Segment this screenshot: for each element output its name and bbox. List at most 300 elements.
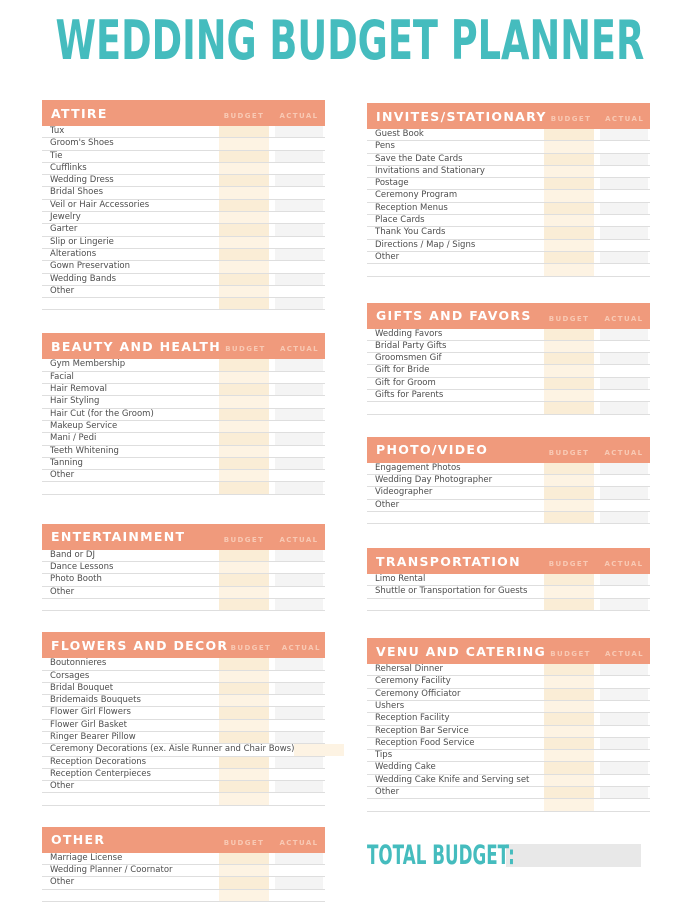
item-label — [367, 512, 544, 523]
section-rows — [42, 550, 325, 611]
section-header — [367, 548, 650, 574]
item-label: Bridemaids Bouquets — [50, 695, 141, 706]
budget-cell — [219, 151, 269, 162]
item-label: Hair Styling — [50, 396, 100, 407]
item-label: Other — [375, 251, 400, 262]
actual-column-header: ACTUAL — [279, 345, 320, 354]
item-label: Alterations — [50, 248, 97, 259]
table-row — [367, 353, 650, 365]
section-header — [42, 827, 325, 853]
table-row — [42, 458, 325, 470]
actual-cell — [600, 353, 648, 364]
actual-cell — [600, 500, 648, 511]
actual-cell — [600, 512, 648, 523]
section-header — [42, 632, 325, 658]
budget-cell — [544, 726, 594, 737]
budget-column-header: BUDGET — [223, 535, 265, 544]
item-label: Wedding Cake Knife and Serving set — [375, 774, 530, 785]
table-row — [367, 574, 650, 586]
table-row — [42, 853, 325, 865]
table-row — [367, 463, 650, 475]
budget-cell — [219, 720, 269, 731]
actual-cell — [600, 154, 648, 165]
actual-cell — [275, 769, 323, 780]
actual-cell — [600, 574, 648, 585]
item-label: Boutonnieres — [50, 658, 107, 669]
actual-cell — [275, 482, 323, 493]
budget-cell — [219, 138, 269, 149]
table-row — [367, 676, 650, 688]
actual-cell — [275, 384, 323, 395]
budget-cell — [544, 713, 594, 724]
actual-cell — [600, 166, 648, 177]
actual-column-header: ACTUAL — [279, 112, 319, 120]
actual-cell — [600, 787, 648, 798]
item-label: Gift for Groom — [375, 377, 436, 388]
item-label: Band or DJ — [50, 549, 95, 560]
actual-cell — [600, 341, 648, 352]
item-label: Wedding Planner / Coornator — [50, 865, 173, 876]
actual-cell — [275, 562, 323, 573]
budget-cell — [544, 799, 594, 810]
budget-cell — [544, 240, 594, 251]
actual-cell — [275, 599, 323, 610]
item-label: Groom's Shoes — [50, 138, 114, 149]
section-title: ATTIRE — [51, 105, 108, 121]
budget-cell — [219, 261, 269, 272]
budget-column-header: BUDGET — [548, 448, 590, 457]
budget-cell — [219, 187, 269, 198]
actual-cell — [275, 550, 323, 561]
budget-cell — [544, 365, 594, 376]
item-label: Dance Lessons — [50, 562, 114, 573]
budget-column-header: BUDGET — [223, 838, 265, 847]
budget-cell — [219, 587, 269, 598]
actual-cell — [600, 129, 648, 140]
table-row — [367, 775, 650, 787]
budget-cell — [294, 744, 344, 755]
actual-cell — [275, 458, 323, 469]
budget-cell — [219, 359, 269, 370]
budget-cell — [219, 298, 269, 309]
section-rows — [367, 664, 650, 812]
budget-cell — [544, 378, 594, 389]
budget-cell — [544, 264, 594, 275]
item-label: Cufflinks — [50, 162, 87, 173]
budget-cell — [544, 463, 594, 474]
item-label: Reception Bar Service — [375, 725, 469, 736]
actual-cell — [275, 587, 323, 598]
item-label — [42, 298, 219, 309]
budget-cell — [544, 586, 594, 597]
budget-cell — [544, 676, 594, 687]
item-label: Teeth Whitening — [50, 445, 119, 456]
table-row — [42, 298, 325, 310]
actual-column-header: ACTUAL — [604, 314, 644, 323]
item-label: Makeup Service — [50, 420, 118, 431]
item-label: Other — [50, 285, 75, 296]
item-label: Ceremony Decorations (ex. Aisle Runner and Chair Bows) — [50, 744, 295, 755]
item-label: Gym Membership — [50, 359, 126, 370]
table-row — [367, 689, 650, 701]
table-row — [42, 384, 325, 396]
item-label: Ringer Bearer Pillow — [50, 731, 136, 742]
table-row — [42, 163, 325, 175]
actual-cell — [600, 227, 648, 238]
actual-cell — [600, 252, 648, 263]
actual-cell — [600, 378, 648, 389]
actual-cell — [275, 151, 323, 162]
table-row — [367, 154, 650, 166]
table-row — [42, 769, 325, 781]
item-label: Place Cards — [375, 215, 425, 226]
page-header — [0, 0, 700, 100]
budget-cell — [219, 671, 269, 682]
section-rows — [367, 463, 650, 524]
actual-cell — [275, 877, 323, 888]
budget-cell — [544, 353, 594, 364]
budget-cell — [219, 212, 269, 223]
item-label: Wedding Cake — [375, 762, 436, 773]
actual-cell — [600, 599, 648, 610]
budget-cell — [219, 458, 269, 469]
actual-cell — [275, 359, 323, 370]
table-row — [42, 865, 325, 877]
budget-cell — [544, 689, 594, 700]
section-attire — [42, 100, 325, 310]
section-header — [367, 638, 650, 664]
section-rows — [42, 658, 325, 806]
section-rows — [42, 853, 325, 902]
actual-cell — [275, 249, 323, 260]
actual-cell — [275, 446, 323, 457]
item-label: Other — [50, 877, 75, 888]
section-title: INVITES/STATIONARY — [376, 108, 547, 124]
budget-column-header: BUDGET — [548, 314, 590, 323]
table-row — [42, 757, 325, 769]
actual-cell — [275, 732, 323, 743]
actual-cell — [600, 689, 648, 700]
budget-cell — [544, 227, 594, 238]
budget-cell — [544, 512, 594, 523]
actual-cell — [600, 676, 648, 687]
item-label: Directions / Map / Signs — [375, 239, 476, 250]
actual-cell — [275, 286, 323, 297]
item-label: Tie — [50, 150, 63, 161]
item-label: Veil or Hair Accessories — [50, 199, 150, 210]
budget-cell — [544, 475, 594, 486]
section-title: VENU AND CATERING — [376, 643, 547, 659]
budget-column-header: BUDGET — [548, 560, 590, 569]
table-row — [367, 701, 650, 713]
budget-cell — [544, 166, 594, 177]
item-label: Bridal Shoes — [50, 187, 103, 198]
item-label — [42, 482, 219, 493]
item-label: Gown Preservation — [50, 261, 131, 272]
content-columns — [0, 100, 700, 902]
actual-cell — [275, 237, 323, 248]
item-label: Ushers — [375, 700, 405, 711]
item-label — [367, 402, 544, 413]
section-title: GIFTS AND FAVORS — [376, 308, 532, 324]
table-row — [367, 402, 650, 414]
actual-cell — [275, 187, 323, 198]
budget-cell — [219, 396, 269, 407]
budget-cell — [219, 707, 269, 718]
table-row — [42, 877, 325, 889]
table-row — [42, 126, 325, 138]
table-row — [367, 487, 650, 499]
budget-cell — [219, 574, 269, 585]
item-label: Hair Removal — [50, 384, 107, 395]
budget-cell — [544, 402, 594, 413]
table-row — [42, 372, 325, 384]
budget-cell — [544, 787, 594, 798]
table-row — [42, 175, 325, 187]
table-row — [42, 249, 325, 261]
budget-cell — [219, 384, 269, 395]
table-row — [367, 215, 650, 227]
item-label: Guest Book — [375, 129, 424, 139]
item-label — [42, 793, 219, 804]
budget-cell — [219, 769, 269, 780]
actual-cell — [600, 775, 648, 786]
item-label: Limo Rental — [375, 574, 426, 585]
actual-cell — [600, 664, 648, 675]
actual-cell — [275, 574, 323, 585]
section-flowers — [42, 632, 325, 806]
table-row — [42, 890, 325, 902]
table-row — [42, 286, 325, 298]
budget-cell — [544, 390, 594, 401]
actual-cell — [275, 793, 323, 804]
section-rows — [367, 329, 650, 415]
budget-cell — [219, 286, 269, 297]
table-row — [42, 574, 325, 586]
table-row — [367, 586, 650, 598]
budget-cell — [544, 252, 594, 263]
table-row — [42, 671, 325, 683]
right-column — [367, 100, 650, 902]
actual-cell — [275, 138, 323, 149]
actual-cell — [600, 463, 648, 474]
section-rows — [367, 129, 650, 277]
item-label: Wedding Dress — [50, 175, 114, 186]
item-label: Other — [375, 499, 400, 510]
budget-cell — [544, 775, 594, 786]
section-rows — [42, 359, 325, 494]
budget-cell — [544, 341, 594, 352]
table-row — [367, 178, 650, 190]
actual-cell — [275, 853, 323, 864]
actual-cell — [275, 695, 323, 706]
table-row — [367, 738, 650, 750]
actual-cell — [275, 175, 323, 186]
actual-cell — [600, 586, 648, 597]
table-row — [367, 713, 650, 725]
section-title: FLOWERS AND DECOR — [51, 637, 229, 653]
budget-cell — [544, 738, 594, 749]
table-row — [367, 329, 650, 341]
section-invites — [367, 103, 650, 277]
budget-cell — [219, 433, 269, 444]
budget-cell — [219, 126, 269, 137]
table-row — [42, 587, 325, 599]
section-rows — [42, 126, 325, 310]
section-title: ENTERTAINMENT — [51, 529, 186, 545]
actual-cell — [600, 178, 648, 189]
budget-cell — [544, 203, 594, 214]
section-header — [42, 100, 325, 126]
budget-cell — [219, 200, 269, 211]
table-row — [42, 274, 325, 286]
actual-cell — [600, 475, 648, 486]
section-header — [42, 524, 325, 550]
table-row — [42, 421, 325, 433]
budget-cell — [544, 129, 594, 140]
item-label: Tux — [50, 126, 65, 136]
total-budget-row — [367, 840, 650, 872]
actual-column-header: ACTUAL — [279, 535, 319, 544]
budget-cell — [544, 574, 594, 585]
table-row — [367, 762, 650, 774]
item-label: Rehersal Dinner — [375, 664, 443, 675]
table-row — [367, 240, 650, 252]
item-label: Other — [50, 781, 75, 792]
table-row — [42, 396, 325, 408]
item-label: Hair Cut (for the Groom) — [50, 408, 154, 419]
table-row — [367, 141, 650, 153]
actual-cell — [600, 762, 648, 773]
budget-cell — [544, 141, 594, 152]
actual-cell — [275, 421, 323, 432]
actual-cell — [275, 298, 323, 309]
item-label — [42, 890, 219, 901]
table-row — [367, 750, 650, 762]
actual-cell — [600, 390, 648, 401]
table-row — [42, 658, 325, 670]
actual-column-header: ACTUAL — [605, 115, 645, 123]
item-label: Bridal Party Gifts — [375, 340, 447, 351]
table-row — [42, 212, 325, 224]
budget-cell — [219, 732, 269, 743]
table-row — [367, 378, 650, 390]
budget-cell — [219, 421, 269, 432]
actual-cell — [275, 890, 323, 901]
actual-cell — [600, 701, 648, 712]
budget-cell — [219, 683, 269, 694]
section-title: BEAUTY AND HEALTH — [51, 338, 221, 354]
item-label — [42, 599, 219, 610]
table-row — [42, 550, 325, 562]
section-title: OTHER — [51, 832, 106, 848]
table-row — [42, 151, 325, 163]
table-row — [42, 482, 325, 494]
actual-cell — [275, 470, 323, 481]
budget-cell — [544, 215, 594, 226]
actual-cell — [275, 720, 323, 731]
section-header — [367, 437, 650, 463]
budget-cell — [219, 877, 269, 888]
table-row — [42, 562, 325, 574]
actual-cell — [275, 200, 323, 211]
budget-cell — [544, 500, 594, 511]
table-row — [367, 475, 650, 487]
item-label: Other — [375, 786, 400, 797]
budget-column-header: BUDGET — [550, 115, 592, 123]
budget-cell — [219, 599, 269, 610]
item-label — [367, 599, 544, 610]
table-row — [367, 390, 650, 402]
item-label: Other — [50, 586, 75, 597]
table-row — [42, 433, 325, 445]
item-label: Ceremony Facility — [375, 676, 451, 687]
budget-cell — [544, 599, 594, 610]
budget-cell — [219, 237, 269, 248]
item-label: Gifts for Parents — [375, 390, 444, 401]
item-label: Reception Centerpieces — [50, 768, 151, 779]
actual-cell — [600, 329, 648, 340]
budget-cell — [219, 224, 269, 235]
budget-cell — [544, 178, 594, 189]
item-label: Reception Menus — [375, 202, 448, 213]
actual-cell — [600, 402, 648, 413]
budget-cell — [219, 470, 269, 481]
table-row — [367, 264, 650, 276]
actual-cell — [275, 683, 323, 694]
actual-cell — [275, 212, 323, 223]
section-entertainment — [42, 524, 325, 611]
section-beauty — [42, 333, 325, 494]
item-label: Reception Facility — [375, 713, 450, 724]
item-label: Slip or Lingerie — [50, 236, 114, 247]
budget-column-header: BUDGET — [225, 345, 266, 354]
actual-cell — [600, 190, 648, 201]
budget-cell — [219, 163, 269, 174]
budget-cell — [219, 446, 269, 457]
table-row — [42, 732, 325, 744]
table-row — [367, 190, 650, 202]
table-row — [367, 227, 650, 239]
actual-cell — [275, 865, 323, 876]
item-label: Wedding Bands — [50, 273, 117, 284]
table-row — [367, 726, 650, 738]
budget-column-header: BUDGET — [223, 112, 265, 120]
table-row — [42, 446, 325, 458]
section-header — [367, 303, 650, 329]
item-label: Marriage License — [50, 852, 123, 863]
item-label: Postage — [375, 178, 409, 189]
table-row — [367, 599, 650, 611]
left-column — [42, 100, 325, 902]
total-budget-value-box — [506, 844, 641, 867]
item-label — [367, 264, 544, 275]
table-row — [42, 200, 325, 212]
item-label: Shuttle or Transportation for Guests — [375, 586, 528, 597]
budget-cell — [544, 701, 594, 712]
actual-cell — [275, 409, 323, 420]
table-row — [367, 664, 650, 676]
budget-cell — [219, 695, 269, 706]
budget-cell — [219, 562, 269, 573]
section-header — [367, 103, 650, 129]
section-title: PHOTO/VIDEO — [376, 442, 489, 458]
actual-cell — [275, 224, 323, 235]
item-label: Mani / Pedi — [50, 433, 97, 444]
item-label: Thank You Cards — [375, 227, 446, 238]
actual-cell — [275, 261, 323, 272]
item-label: Gift for Bride — [375, 365, 430, 376]
